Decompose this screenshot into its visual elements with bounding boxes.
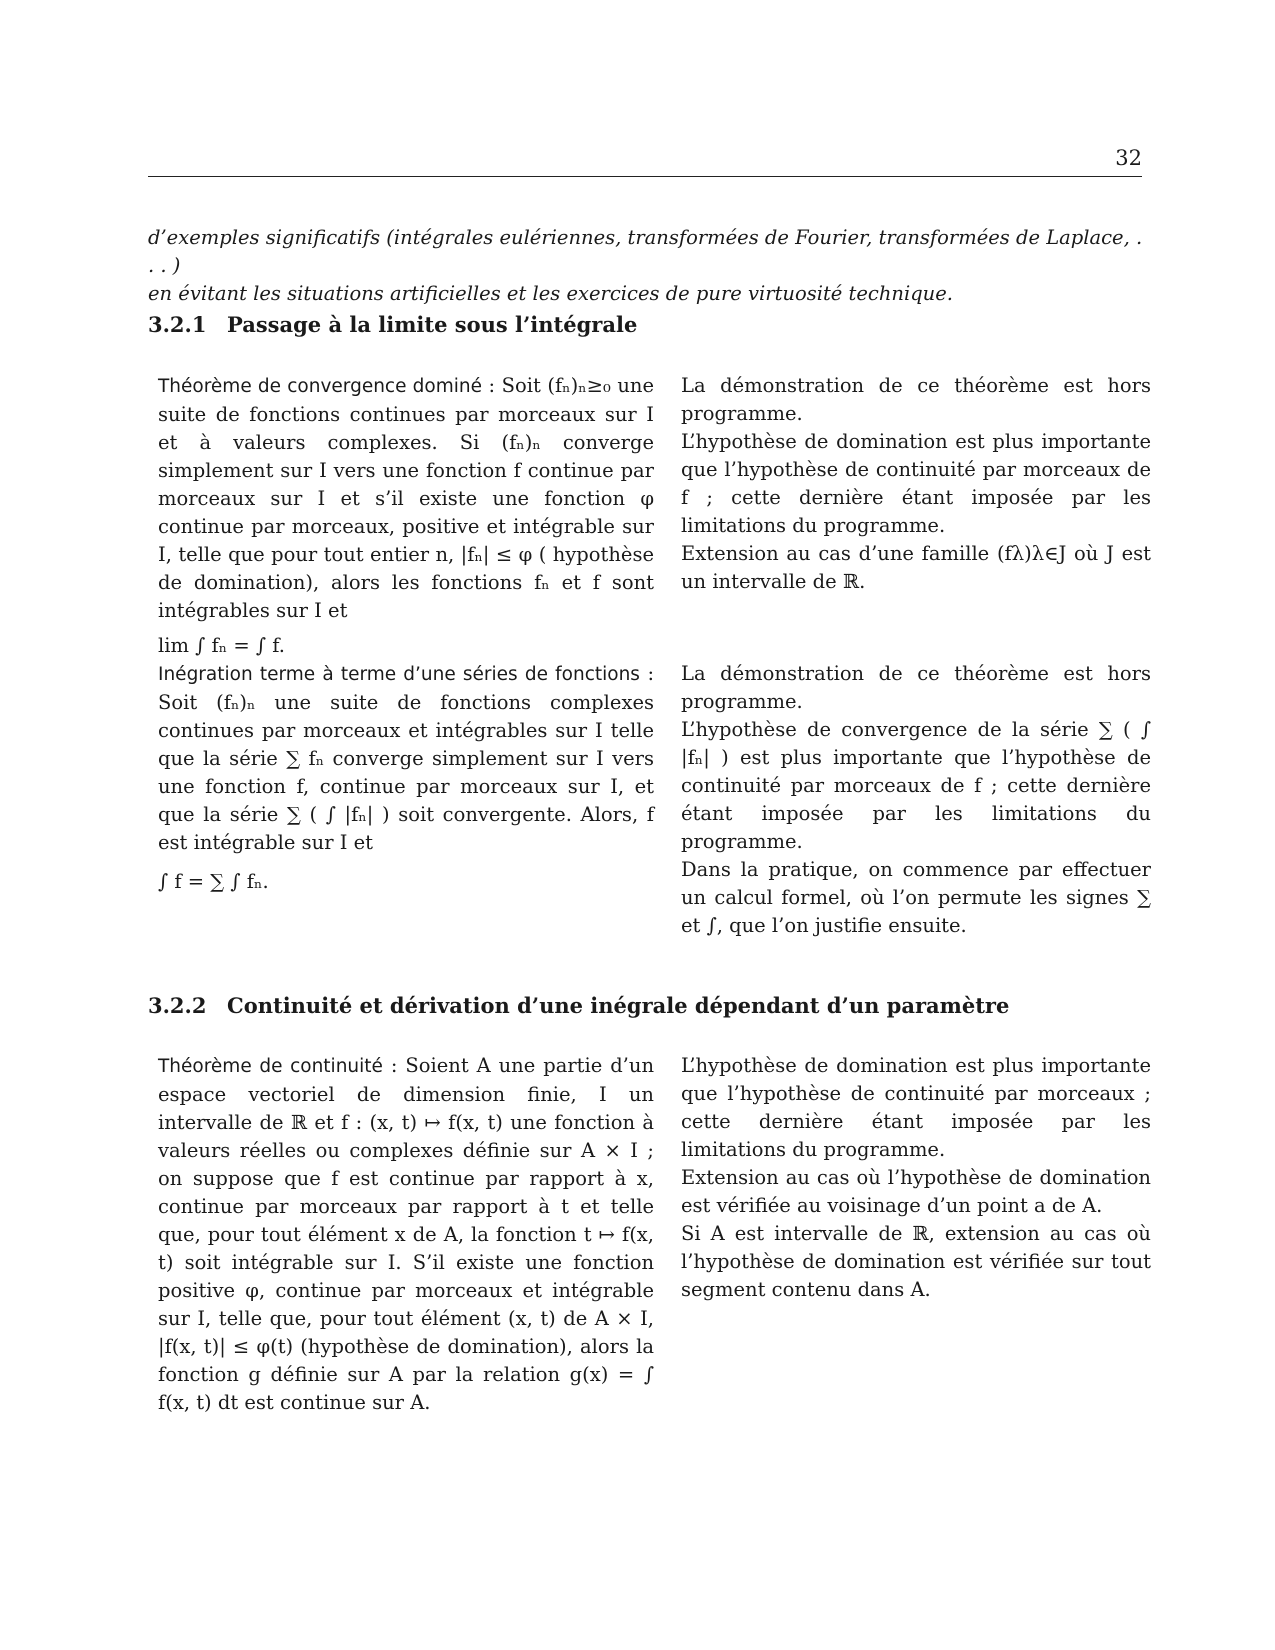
- continuity-comments: [681, 1052, 1151, 1304]
- comment-paragraph: L’hypothèse de convergence de la série ∑ ( ∫ |fₙ| ) est plus importante que l’hypothèse de continuité par morceaux de f ; cette dernière étant imposée par les limitations du programme.: [681, 718, 1151, 853]
- comment-paragraph: La démonstration de ce théorème est hors programme.: [681, 374, 1151, 425]
- theorem-name: Théorème de continuité: [158, 1056, 383, 1077]
- continuity-theorem: [158, 1052, 654, 1417]
- comment-paragraph: Extension au cas d’une famille (fλ)λ∈J où J est un intervalle de ℝ.: [681, 542, 1151, 593]
- dominated-convergence-comments: [681, 372, 1151, 596]
- intro-line-2: en évitant les situations artificielles et les exercices de pure virtuosité technique.: [148, 282, 953, 305]
- term-by-term-integration-theorem: [158, 660, 654, 896]
- limit-integral-formula: lim ∫ fₙ = ∫ f.: [158, 633, 285, 657]
- theorem-statement: : Soient A une partie d’un espace vectoriel de dimension finie, I un intervalle de ℝ et f : (x, t) ↦ f(x, t) une fonction à valeurs réelles ou complexes définie sur A × I ; on suppose que f est continue par rapport à x, continue par morceaux par rapport à t et telle que, pour tout élément x de A, la fonction t ↦ f(x, t) soit intégrable sur I. S’il existe une fonction positive φ, continue par morceaux et intégrable sur I, telle que, pour tout élément (x, t) de A × I, |f(x, t)| ≤ φ(t) (hypothèse de domination), alors la fonction g définie sur A par la relation g(x) = ∫ f(x, t) dt est continue sur A.: [158, 1054, 654, 1414]
- dominated-convergence-theorem: [158, 372, 654, 660]
- theorem-statement: : Soit (fₙ)ₙ≥₀ une suite de fonctions continues par morceaux sur I et à valeurs complexes. Si (fₙ)ₙ converge simplement sur I vers une fonction f continue par morceaux sur I et s’il existe une fonction φ continue par morceaux, positive et intégrable sur I, telle que pour tout entier n, |fₙ| ≤ φ ( hypothèse de domination), alors les fonctions fₙ et f sont intégrables sur I et: [158, 374, 654, 622]
- header-rule: [148, 176, 1142, 177]
- section-number: 3.2.2: [148, 993, 207, 1018]
- comment-paragraph: La démonstration de ce théorème est hors programme.: [681, 662, 1151, 713]
- page-number: 32: [1115, 146, 1142, 170]
- intro-paragraph: [148, 224, 1148, 308]
- term-by-term-comments: [681, 660, 1151, 940]
- theorem-statement: : Soit (fₙ)ₙ une suite de fonctions complexes continues par morceaux et intégrables sur I telle que la série ∑ fₙ converge simplement sur I vers une fonction f, continue par morceaux sur I, et que la série ∑ ( ∫ |fₙ| ) soit convergente. Alors, f est intégrable sur I et: [158, 662, 655, 854]
- section-heading-3-2-1: [148, 312, 637, 337]
- theorem-name: Inégration terme à terme d’une séries de fonctions: [158, 664, 640, 685]
- series-integral-formula: ∫ f = ∑ ∫ fₙ.: [158, 869, 269, 893]
- theorem-name: Théorème de convergence dominé: [158, 376, 483, 397]
- section-title: Continuité et dérivation d’une inégrale dépendant d’un paramètre: [227, 993, 1010, 1018]
- comment-paragraph: Si A est intervalle de ℝ, extension au cas où l’hypothèse de domination est vérifiée sur tout segment contenu dans A.: [681, 1222, 1151, 1301]
- intro-line-1: d’exemples significatifs (intégrales eulériennes, transformées de Fourier, transformées de Laplace, . . . ): [148, 226, 1143, 277]
- comment-paragraph: Dans la pratique, on commence par effectuer un calcul formel, où l’on permute les signes ∑ et ∫, que l’on justifie ensuite.: [681, 858, 1151, 937]
- section-number: 3.2.1: [148, 312, 207, 337]
- section-heading-3-2-2: [148, 993, 1009, 1018]
- comment-paragraph: L’hypothèse de domination est plus importante que l’hypothèse de continuité par morceaux de f ; cette dernière étant imposée par les limitations du programme.: [681, 430, 1151, 537]
- comment-paragraph: L’hypothèse de domination est plus importante que l’hypothèse de continuité par morceaux ; cette dernière étant imposée par les limitations du programme.: [681, 1054, 1151, 1161]
- comment-paragraph: Extension au cas où l’hypothèse de domination est vérifiée au voisinage d’un point a de A.: [681, 1166, 1151, 1217]
- section-title: Passage à la limite sous l’intégrale: [227, 312, 638, 337]
